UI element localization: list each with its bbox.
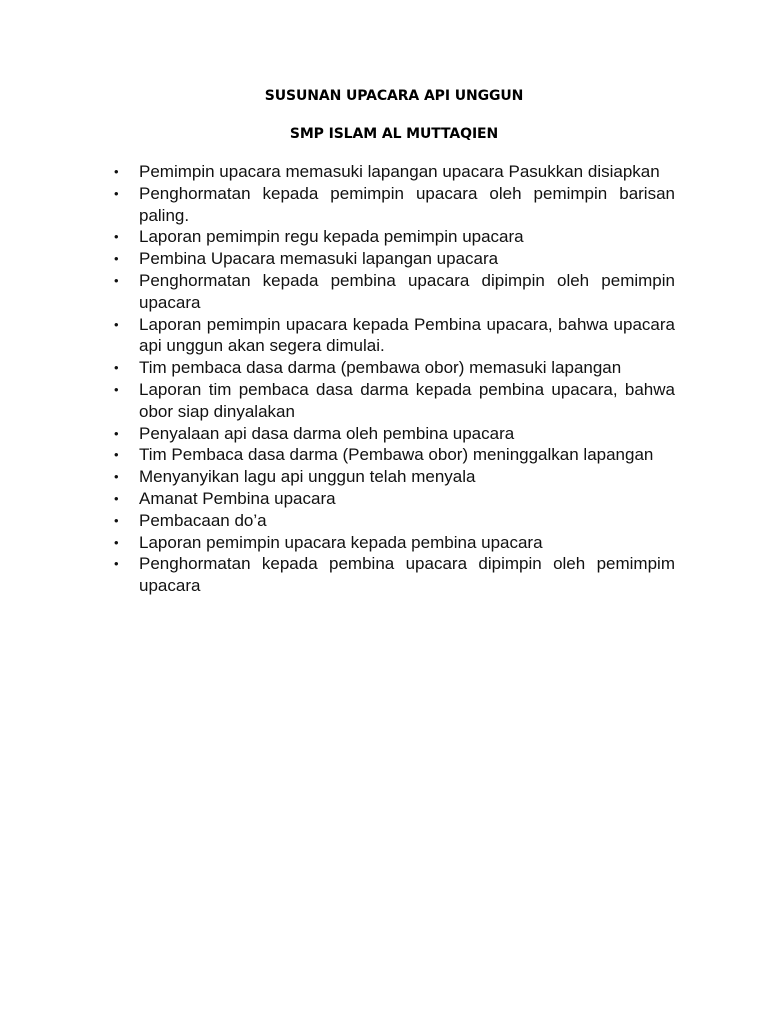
list-item-text: Laporan pemimpin upacara kepada pembina upacara	[139, 532, 543, 552]
list-item-text: Laporan tim pembaca dasa darma kepada pembina upacara, bahwa obor siap dinyalakan	[139, 379, 675, 421]
bullet-icon: •	[114, 381, 119, 397]
list-item	[112, 357, 675, 379]
list-item-text: Tim pembaca dasa darma (pembawa obor) memasuki lapangan	[139, 358, 622, 378]
list-item	[112, 553, 675, 597]
list-item-text: Amanat Pembina upacara	[139, 488, 336, 508]
list-item-text: Penyalaan api dasa darma oleh pembina upacara	[139, 423, 515, 443]
bullet-icon: •	[114, 534, 119, 550]
list-item	[112, 379, 675, 423]
bullet-icon: •	[114, 185, 119, 201]
list-item-text: Penghormatan kepada pembina upacara dipimpin oleh pemimpim upacara	[139, 554, 675, 596]
ceremony-steps-list	[112, 161, 675, 597]
list-item	[112, 161, 675, 183]
list-item-text: Pembina Upacara memasuki lapangan upacara	[139, 249, 499, 269]
list-item-text: Laporan pemimpin upacara kepada Pembina upacara, bahwa upacara api unggun akan segera dimulai.	[139, 314, 675, 356]
list-item-text: Penghormatan kepada pemimpin upacara oleh pemimpin barisan paling.	[139, 183, 675, 225]
list-item	[112, 226, 675, 248]
list-item	[112, 314, 675, 358]
bullet-icon: •	[114, 425, 119, 441]
bullet-icon: •	[114, 447, 119, 463]
list-item-text: Penghormatan kepada pembina upacara dipimpin oleh pemimpin upacara	[139, 270, 675, 312]
list-item	[112, 444, 675, 466]
list-item	[112, 248, 675, 270]
list-item	[112, 183, 675, 227]
bullet-icon: •	[114, 164, 119, 179]
document-subtitle: SMP ISLAM AL MUTTAQIEN	[289, 126, 499, 142]
bullet-icon: •	[114, 251, 119, 267]
list-item	[112, 510, 675, 532]
list-item	[112, 466, 675, 488]
bullet-icon: •	[114, 272, 119, 288]
list-item-text: Laporan pemimpin regu kepada pemimpin upacara	[139, 227, 524, 247]
bullet-icon: •	[114, 229, 119, 245]
bullet-icon: •	[114, 556, 119, 572]
list-item-text: Menyanyikan lagu api unggun telah menyala	[139, 467, 476, 487]
bullet-icon: •	[114, 469, 119, 485]
list-item-text: Pembacaan do’a	[139, 510, 267, 530]
list-item-text: Tim Pembaca dasa darma (Pembawa obor) meninggalkan lapangan	[139, 445, 654, 465]
bullet-icon: •	[114, 316, 119, 332]
document-title: SUSUNAN UPACARA API UNGGUN	[264, 88, 524, 104]
bullet-icon: •	[114, 490, 119, 506]
list-item-text: Pemimpin upacara memasuki lapangan upacara Pasukkan disiapkan	[139, 162, 660, 181]
list-item	[112, 423, 675, 445]
bullet-icon: •	[114, 360, 119, 376]
list-item	[112, 488, 675, 510]
list-item	[112, 532, 675, 554]
bullet-icon: •	[114, 512, 119, 528]
list-item	[112, 270, 675, 314]
